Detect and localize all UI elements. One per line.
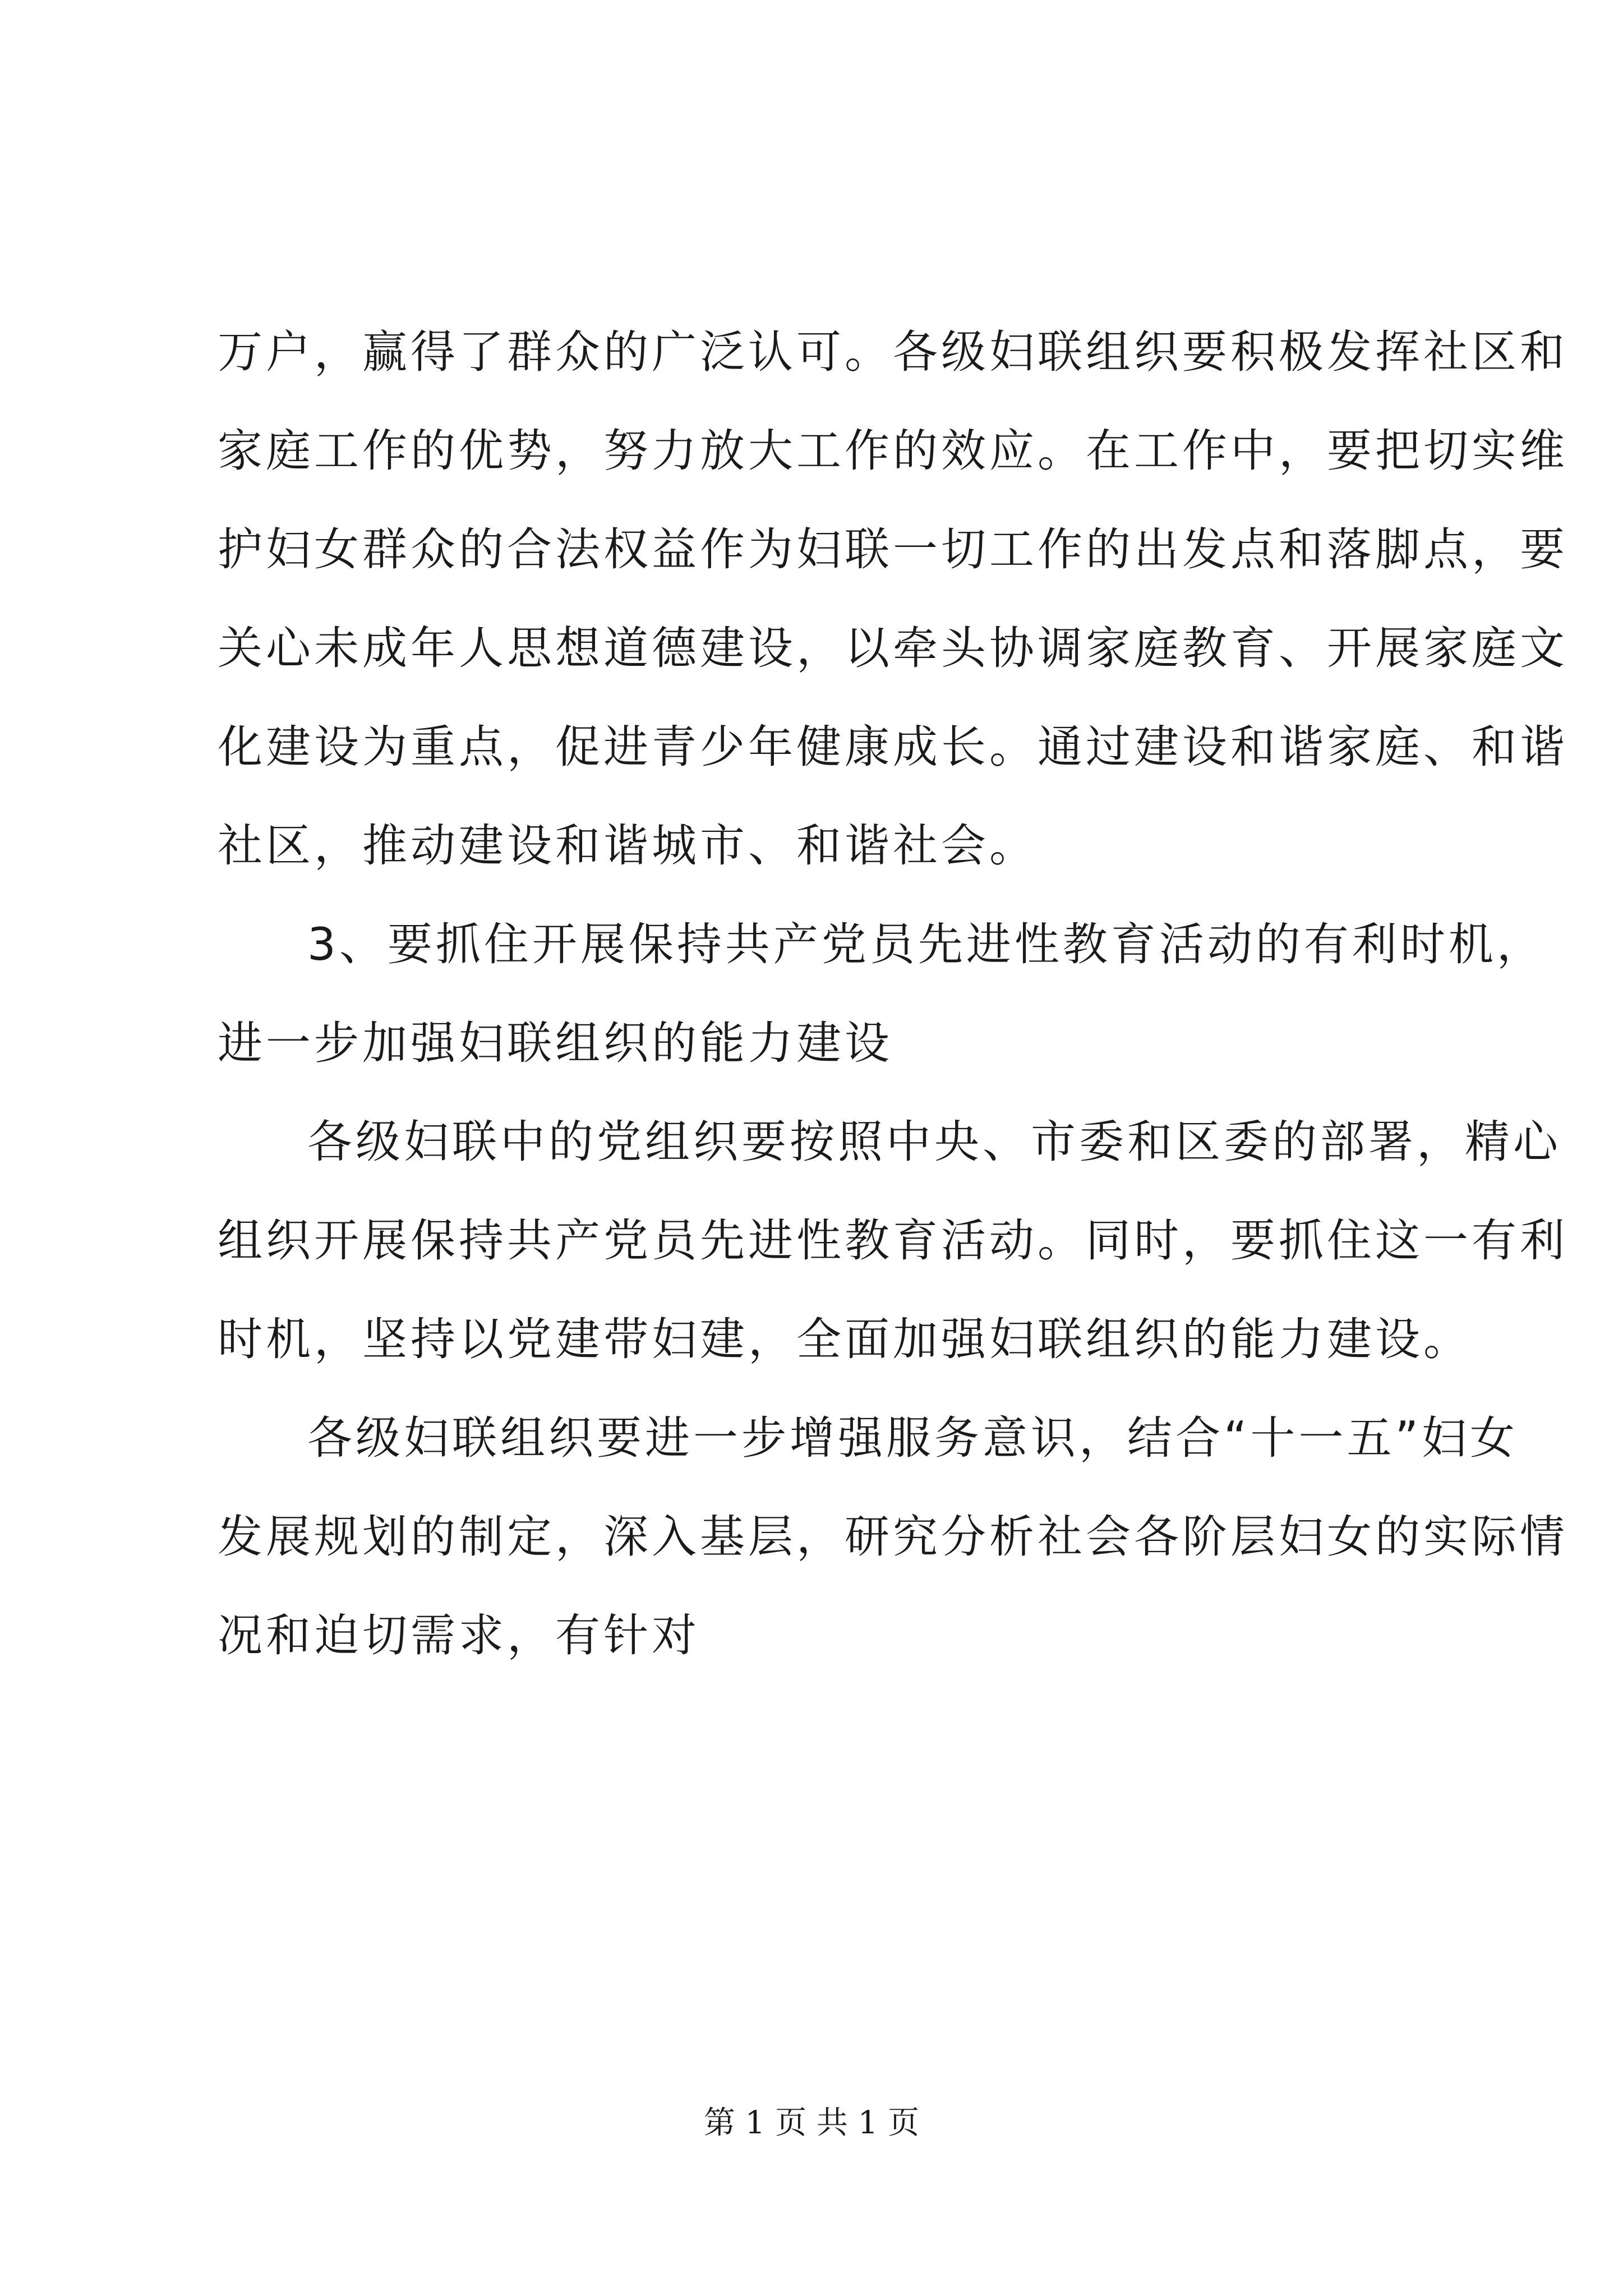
section-heading-line: 3、要抓住开展保持共产党员先进性教育活动的有利时机，: [307, 918, 1545, 970]
page-number-footer: 第 1 页 共 1 页: [703, 2105, 920, 2141]
text-line: 护妇女群众的合法权益作为妇联一切工作的出发点和落脚点，要: [218, 523, 1568, 576]
text-line: 化建设为重点，促进青少年健康成长。通过建设和谐家庭、和谐: [218, 721, 1568, 773]
text-line: 时机，坚持以党建带妇建，全面加强妇联组织的能力建设。: [218, 1313, 1472, 1365]
text-line: 社区，推动建设和谐城市、和谐社会。: [218, 820, 1038, 872]
text-line: 万户，赢得了群众的广泛认可。各级妇联组织要积极发挥社区和: [218, 326, 1568, 378]
text-line: 家庭工作的优势，努力放大工作的效应。在工作中，要把切实维: [218, 425, 1568, 477]
text-line: 各级妇联组织要进一步增强服务意识，结合“十一五”妇女: [307, 1412, 1518, 1464]
document-body: [218, 303, 1568, 1685]
text-line: 关心未成年人思想道德建设，以牵头协调家庭教育、开展家庭文: [218, 622, 1568, 674]
text-line: 各级妇联中的党组织要按照中央、市委和区委的部署，精心: [307, 1116, 1561, 1168]
text-line: 组织开展保持共产党员先进性教育活动。同时，要抓住这一有利: [218, 1214, 1568, 1267]
section-heading-line: 进一步加强妇联组织的能力建设: [218, 1017, 893, 1069]
text-line: 发展规划的制定，深入基层，研究分析社会各阶层妇女的实际情: [218, 1511, 1568, 1563]
text-line: 况和迫切需求，有针对: [218, 1609, 700, 1662]
